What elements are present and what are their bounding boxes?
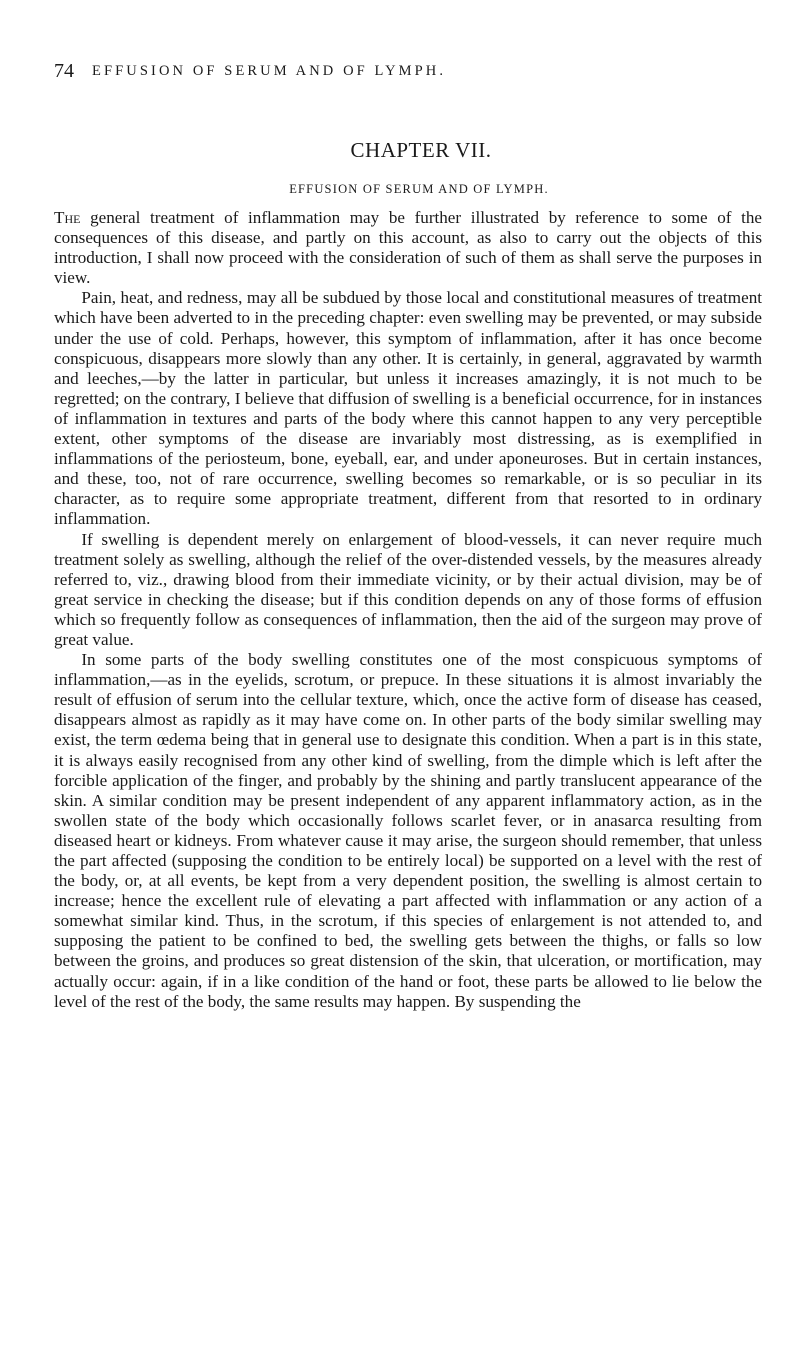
body-text [54, 208, 762, 1012]
paragraph-text: general treatment of inflammation may be further illustrated by reference to some of the consequences of this disease, and partly on this account, as also to carry out the objects of this introduction, I shall now proceed with the consideration of such of them as shall serve the purposes in view. [54, 208, 762, 288]
page-number: 74 [54, 60, 74, 82]
paragraph-lead-word: The [54, 208, 81, 227]
paragraph: Pain, heat, and redness, may all be subdued by those local and constitutional measures of treatment which have been adverted to in the preceding chapter: even swelling may be prevented, or may subside under the use of cold. Perhaps, however, this symptom of inflammation, after it has once become conspicuous, disappears more slowly than any other. It is certainly, in general, aggravated by warmth and leeches,—by the latter in particular, but unless it increases amazingly, it is not much to be regretted; on the contrary, I believe that diffusion of swelling is a beneficial occurrence, for in instances of inflammation in textures and parts of the body where this cannot happen to any very perceptible extent, other symptoms of the disease are invariably most distressing, as is exemplified in inflammations of the periosteum, bone, eyeball, ear, and under aponeuroses. But in certain instances, and these, too, not of rare occurrence, swelling becomes so remarkable, or is so peculiar in its character, as to require some appropriate treatment, different from that resorted to in ordinary inflammation. [54, 288, 762, 529]
chapter-subtitle: EFFUSION OF SERUM AND OF LYMPH. [289, 182, 549, 196]
paragraph: In some parts of the body swelling constitutes one of the most conspicuous symptoms of inflammation,—as in the eyelids, scrotum, or prepuce. In these situations it is almost invariably the result of effusion of serum into the cellular texture, which, once the active form of disease has ceased, disappears almost as rapidly as it may have come on. In other parts of the body similar swelling may exist, the term œdema being that in general use to designate this condition. When a part is in this state, it is always easily recognised from any other kind of swelling, from the dimple which is left after the forcible application of the finger, and probably by the shining and partly translucent appearance of the skin. A similar condition may be present independent of any apparent inflammatory action, as in the swollen state of the body which occasionally follows scarlet fever, or in anasarca resulting from diseased heart or kidneys. From whatever cause it may arise, the surgeon should remember, that unless the part affected (supposing the condition to be entirely local) be supported on a level with the rest of the body, or, at all events, be kept from a very dependent position, the swelling is almost certain to increase; hence the excellent rule of elevating a part affected with inflammation or any action of a somewhat similar kind. Thus, in the scrotum, if this species of enlargement is not attended to, and supposing the patient to be confined to bed, the swelling gets between the thighs, or falls so low between the groins, and produces so great distension of the skin, that ulceration, or mortification, may actually occur: again, if in a like condition of the hand or foot, these parts be allowed to lie below the level of the rest of the body, the same results may happen. By suspending the [54, 650, 762, 1011]
book-page [54, 60, 762, 1012]
paragraph: If swelling is dependent merely on enlargement of blood-vessels, it can never require much treatment solely as swelling, although the relief of the over-distended vessels, by the measures already referred to, viz., drawing blood from their immediate vicinity, or by their actual division, may be of great service in checking the disease; but if this condition depends on any of those forms of effusion which so frequently follow as consequences of inflammation, then the aid of the surgeon may prove of great value. [54, 529, 762, 649]
running-head [54, 60, 762, 82]
chapter-title: CHAPTER VII. [350, 138, 492, 162]
paragraph [54, 208, 762, 288]
running-title: EFFUSION OF SERUM AND OF LYMPH. [92, 63, 447, 79]
